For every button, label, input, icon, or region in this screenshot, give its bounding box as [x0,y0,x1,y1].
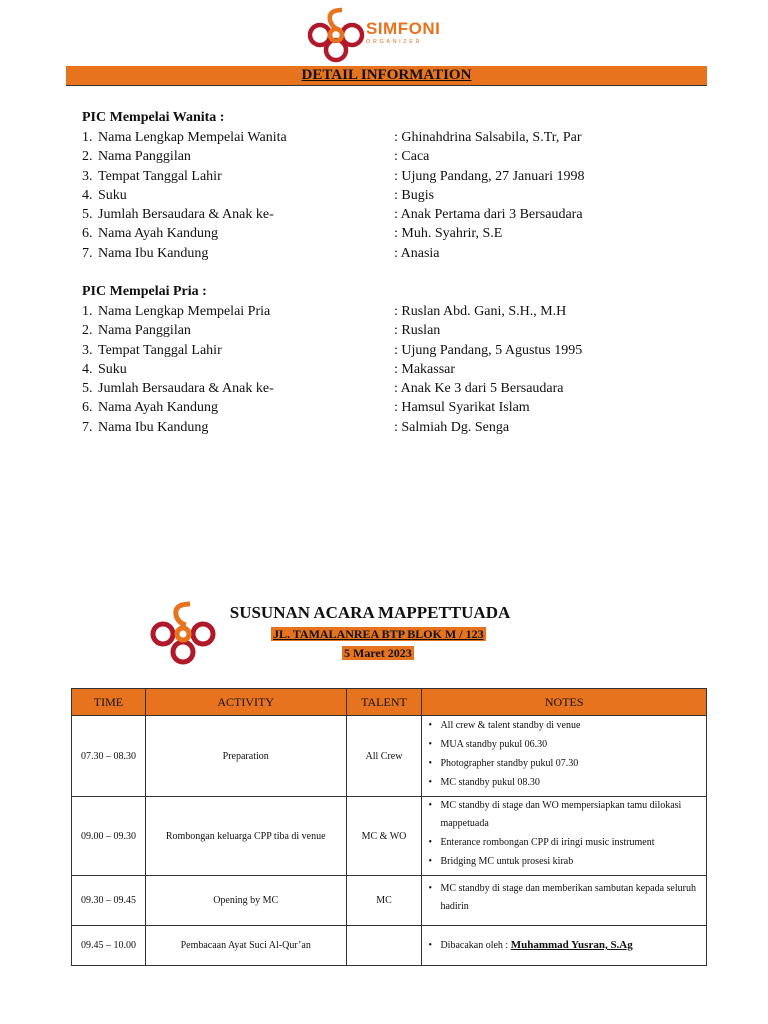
groom-section [82,282,583,437]
row-activity: Opening by MC [145,876,346,926]
note-item: • Bridging MC untuk prosesi kirab [426,852,702,871]
bride-heading: PIC Mempelai Wanita : [82,110,225,125]
row-time: 09.30 – 09.45 [72,876,146,926]
row-label: Nama Ibu Kandung [98,245,209,261]
table-row [72,797,707,876]
row-activity: Rombongan keluarga CPP tiba di venue [145,797,346,876]
row-label: Nama Panggilan [98,149,191,165]
info-row [82,341,583,360]
row-value: : Ujung Pandang, 27 Januari 1998 [394,168,585,184]
event-address: JL. TAMALANREA BTP BLOK M / 123 [273,627,484,641]
row-label: Tempat Tanggal Lahir [98,168,222,184]
info-row [82,321,441,340]
row-label: Jumlah Bersaudara & Anak ke- [98,381,274,397]
row-label: Nama Ayah Kandung [98,400,219,416]
row-label: Nama Ayah Kandung [98,226,219,242]
info-row [82,167,585,186]
row-label: Nama Lengkap Mempelai Wanita [98,130,287,145]
brand-wordmark [366,20,440,45]
banner-title: DETAIL INFORMATION [66,66,707,86]
row-number: 4. [82,361,93,377]
table-row [72,716,707,797]
info-row [82,224,503,243]
info-row [82,360,456,379]
row-number: 1. [82,304,93,319]
row-number: 5. [82,381,93,397]
row-number: 6. [82,400,93,416]
note-item: • MC standby di stage dan memberikan sambutan kepada seluruh hadirin [426,880,702,916]
row-notes [422,716,707,797]
info-row [82,186,435,205]
row-label: Suku [98,187,127,203]
note-item: • MUA standby pukul 06.30 [426,735,702,754]
header-talent: TALENT [346,689,422,716]
row-notes [422,926,707,966]
schedule-table [71,688,707,966]
info-row [82,379,564,398]
row-value: : Bugis [394,187,435,203]
row-number: 2. [82,323,93,339]
info-row [82,302,567,321]
row-value: : Ruslan [394,323,441,339]
row-number: 5. [82,207,93,223]
info-row [82,244,440,263]
row-value: : Caca [394,149,430,165]
groom-heading: PIC Mempelai Pria : [82,284,207,299]
row-value: : Anak Pertama dari 3 Bersaudara [394,207,583,223]
note-item: • All crew & talent standby di venue [426,716,702,735]
event-title: SUSUNAN ACARA MAPPETTUADA [229,603,511,622]
row-notes [422,797,707,876]
row-value: : Muh. Syahrir, S.E [394,226,503,242]
info-row [82,205,583,224]
row-value: : Ruslan Abd. Gani, S.H., M.H [394,304,567,319]
row-talent [346,926,422,966]
bride-section [82,108,585,263]
note-item: • Enterance rombongan CPP di iringi music instrument [426,833,702,852]
row-value: : Anak Ke 3 dari 5 Bersaudara [394,381,564,397]
row-notes [422,876,707,926]
info-row [82,128,582,147]
row-value: : Ghinahdrina Salsabila, S.Tr, Par [394,130,582,145]
row-talent: MC & WO [346,797,422,876]
brand-sub: ORGANIZER [366,39,423,45]
row-activity: Preparation [145,716,346,797]
note-prefix: Dibacakan oleh : [440,940,511,951]
row-label: Nama Ibu Kandung [98,419,209,435]
row-label: Nama Lengkap Mempelai Pria [98,304,271,319]
row-value: : Ujung Pandang, 5 Agustus 1995 [394,342,583,358]
row-label: Suku [98,361,127,377]
row-label: Jumlah Bersaudara & Anak ke- [98,207,274,223]
row-talent: All Crew [346,716,422,797]
note-item: • MC standby di stage dan WO mempersiapkan tamu dilokasi mappetuada [426,797,702,833]
note-item [426,936,702,955]
row-value: : Hamsul Syarikat Islam [394,400,530,416]
row-number: 1. [82,130,93,145]
event-date: 5 Maret 2023 [344,646,412,660]
row-time: 09.45 – 10.00 [72,926,146,966]
row-value: : Salmiah Dg. Senga [394,419,510,435]
row-number: 2. [82,149,93,165]
info-row [82,418,510,437]
note-item: • Photographer standby pukul 07.30 [426,754,702,773]
row-label: Tempat Tanggal Lahir [98,342,222,358]
row-number: 3. [82,342,93,358]
table-row [72,926,707,966]
note-item: • MC standby pukul 08.30 [426,773,702,792]
row-number: 4. [82,187,93,203]
schedule-header-row [72,689,707,716]
row-activity: Pembacaan Ayat Suci Al-Qur’an [145,926,346,966]
row-number: 6. [82,226,93,242]
row-label: Nama Panggilan [98,323,191,339]
brand-name: SIMFONI [366,19,441,38]
row-value: : Anasia [394,245,440,261]
row-time: 09.00 – 09.30 [72,797,146,876]
row-number: 7. [82,419,93,435]
row-number: 7. [82,245,93,261]
reciter-name: Muhammad Yusran, S.Ag [510,939,633,951]
table-row [72,876,707,926]
header-time: TIME [72,689,146,716]
header-notes: NOTES [422,689,707,716]
row-number: 3. [82,168,93,184]
row-time: 07.30 – 08.30 [72,716,146,797]
row-talent: MC [346,876,422,926]
header-activity: ACTIVITY [145,689,346,716]
info-row [82,398,530,417]
info-row [82,147,430,166]
row-value: : Makassar [394,361,456,377]
